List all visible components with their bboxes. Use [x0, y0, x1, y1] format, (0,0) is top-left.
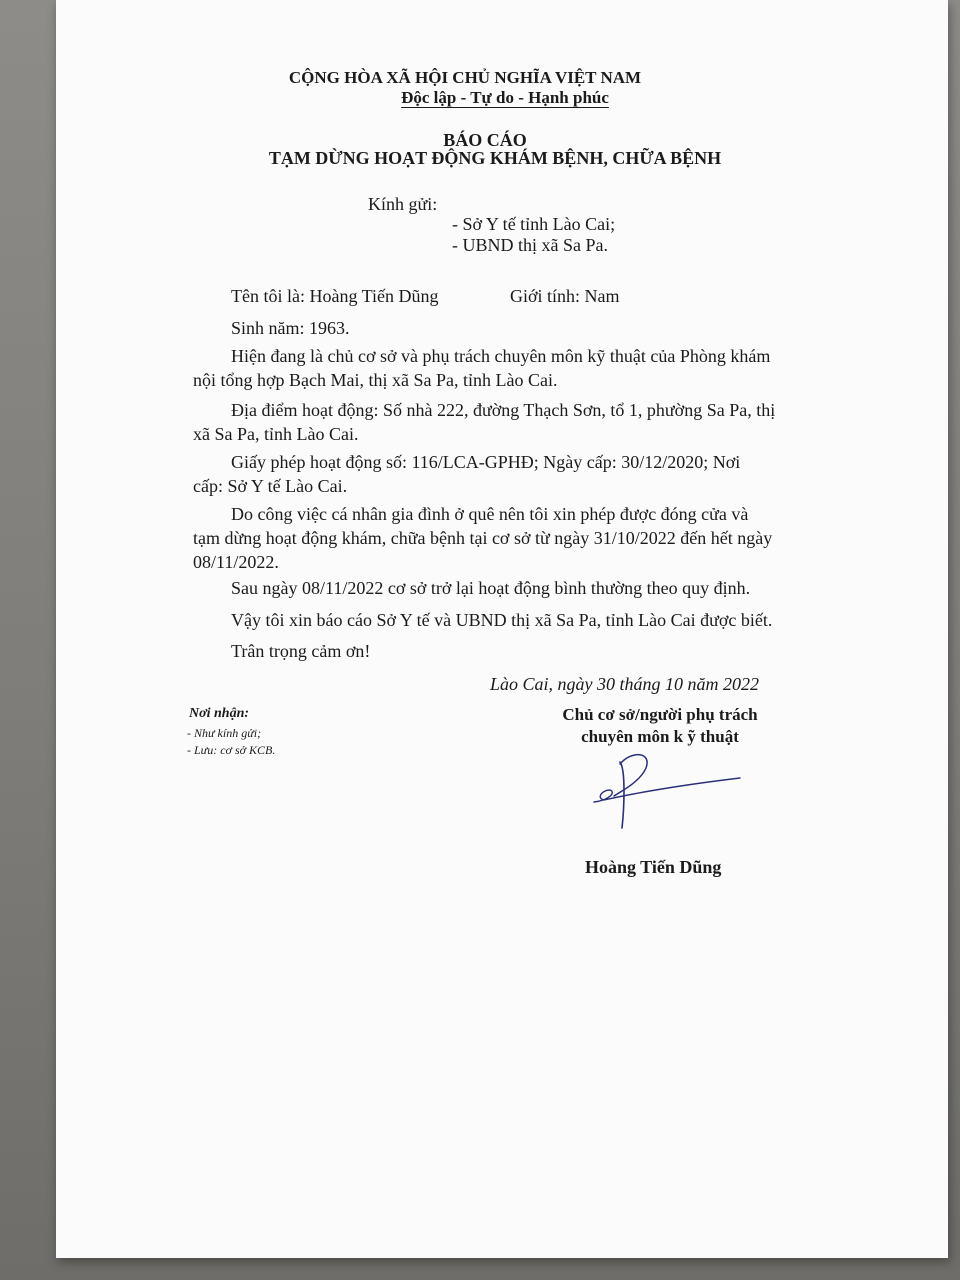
report-subtitle: TẠM DỪNG HOẠT ĐỘNG KHÁM BỆNH, CHỮA BỆNH — [268, 148, 722, 168]
recipient-greeting: Kính gửi: — [368, 194, 438, 214]
license-paragraph — [193, 450, 818, 498]
birth-line: Sinh năm: 1963. — [231, 318, 350, 338]
date-line: Lào Cai, ngày 30 tháng 10 năm 2022 — [490, 674, 760, 694]
closing-line: Vậy tôi xin báo cáo Sở Y tế và UBND thị xã Sa Pa, tỉnh Lào Cai được biết. — [231, 610, 773, 630]
paragraph-line: Hiện đang là chủ cơ sở và phụ trách chuyên môn kỹ thuật của Phòng khám — [231, 346, 771, 366]
position-paragraph — [193, 344, 818, 392]
receiver-item: - Lưu: cơ sở KCB. — [187, 743, 276, 757]
gender-line: Giới tính: Nam — [510, 286, 620, 306]
name-line: Tên tôi là: Hoàng Tiến Dũng — [231, 286, 439, 306]
paragraph-line: 08/11/2022. — [193, 552, 279, 572]
reason-paragraph — [193, 502, 823, 574]
paragraph-line: nội tổng hợp Bạch Mai, thị xã Sa Pa, tỉnh Lào Cai. — [193, 370, 558, 390]
receivers-label: Nơi nhận: — [189, 706, 250, 721]
national-title: CỘNG HÒA XÃ HỘI CHỦ NGHĨA VIỆT NAM — [288, 68, 642, 87]
recipient-item: - UBND thị xã Sa Pa. — [452, 235, 608, 255]
paragraph-line: xã Sa Pa, tỉnh Lào Cai. — [193, 424, 359, 444]
receiver-item: - Như kính gửi; — [187, 726, 262, 740]
handwritten-signature — [580, 740, 760, 840]
paragraph-line: tạm dừng hoạt động khám, chữa bệnh tại cơ sở từ ngày 31/10/2022 đến hết ngày — [193, 528, 773, 548]
paragraph-line: Giấy phép hoạt động số: 116/LCA-GPHĐ; Ngày cấp: 30/12/2020; Nơi — [231, 452, 741, 472]
paragraph-line: Do công việc cá nhân gia đình ở quê nên tôi xin phép được đóng cửa và — [231, 504, 749, 524]
resume-line: Sau ngày 08/11/2022 cơ sở trở lại hoạt động bình thường theo quy định. — [231, 578, 751, 598]
paragraph-line: cấp: Sở Y tế Lào Cai. — [193, 476, 348, 496]
report-title: BÁO CÁO — [443, 130, 527, 150]
signer-title: Chủ cơ sở/người phụ trách — [562, 705, 758, 724]
paragraph-line: Địa điểm hoạt động: Số nhà 222, đường Thạch Sơn, tổ 1, phường Sa Pa, thị — [231, 400, 776, 420]
national-motto: Độc lập - Tự do - Hạnh phúc — [401, 88, 609, 107]
signer-name: Hoàng Tiến Dũng — [585, 857, 722, 877]
recipient-item: - Sở Y tế tỉnh Lào Cai; — [452, 214, 616, 234]
signer-title: chuyên môn k ỹ thuật — [581, 727, 739, 746]
thanks-line: Trân trọng cảm ơn! — [231, 641, 371, 661]
address-paragraph — [193, 398, 818, 446]
